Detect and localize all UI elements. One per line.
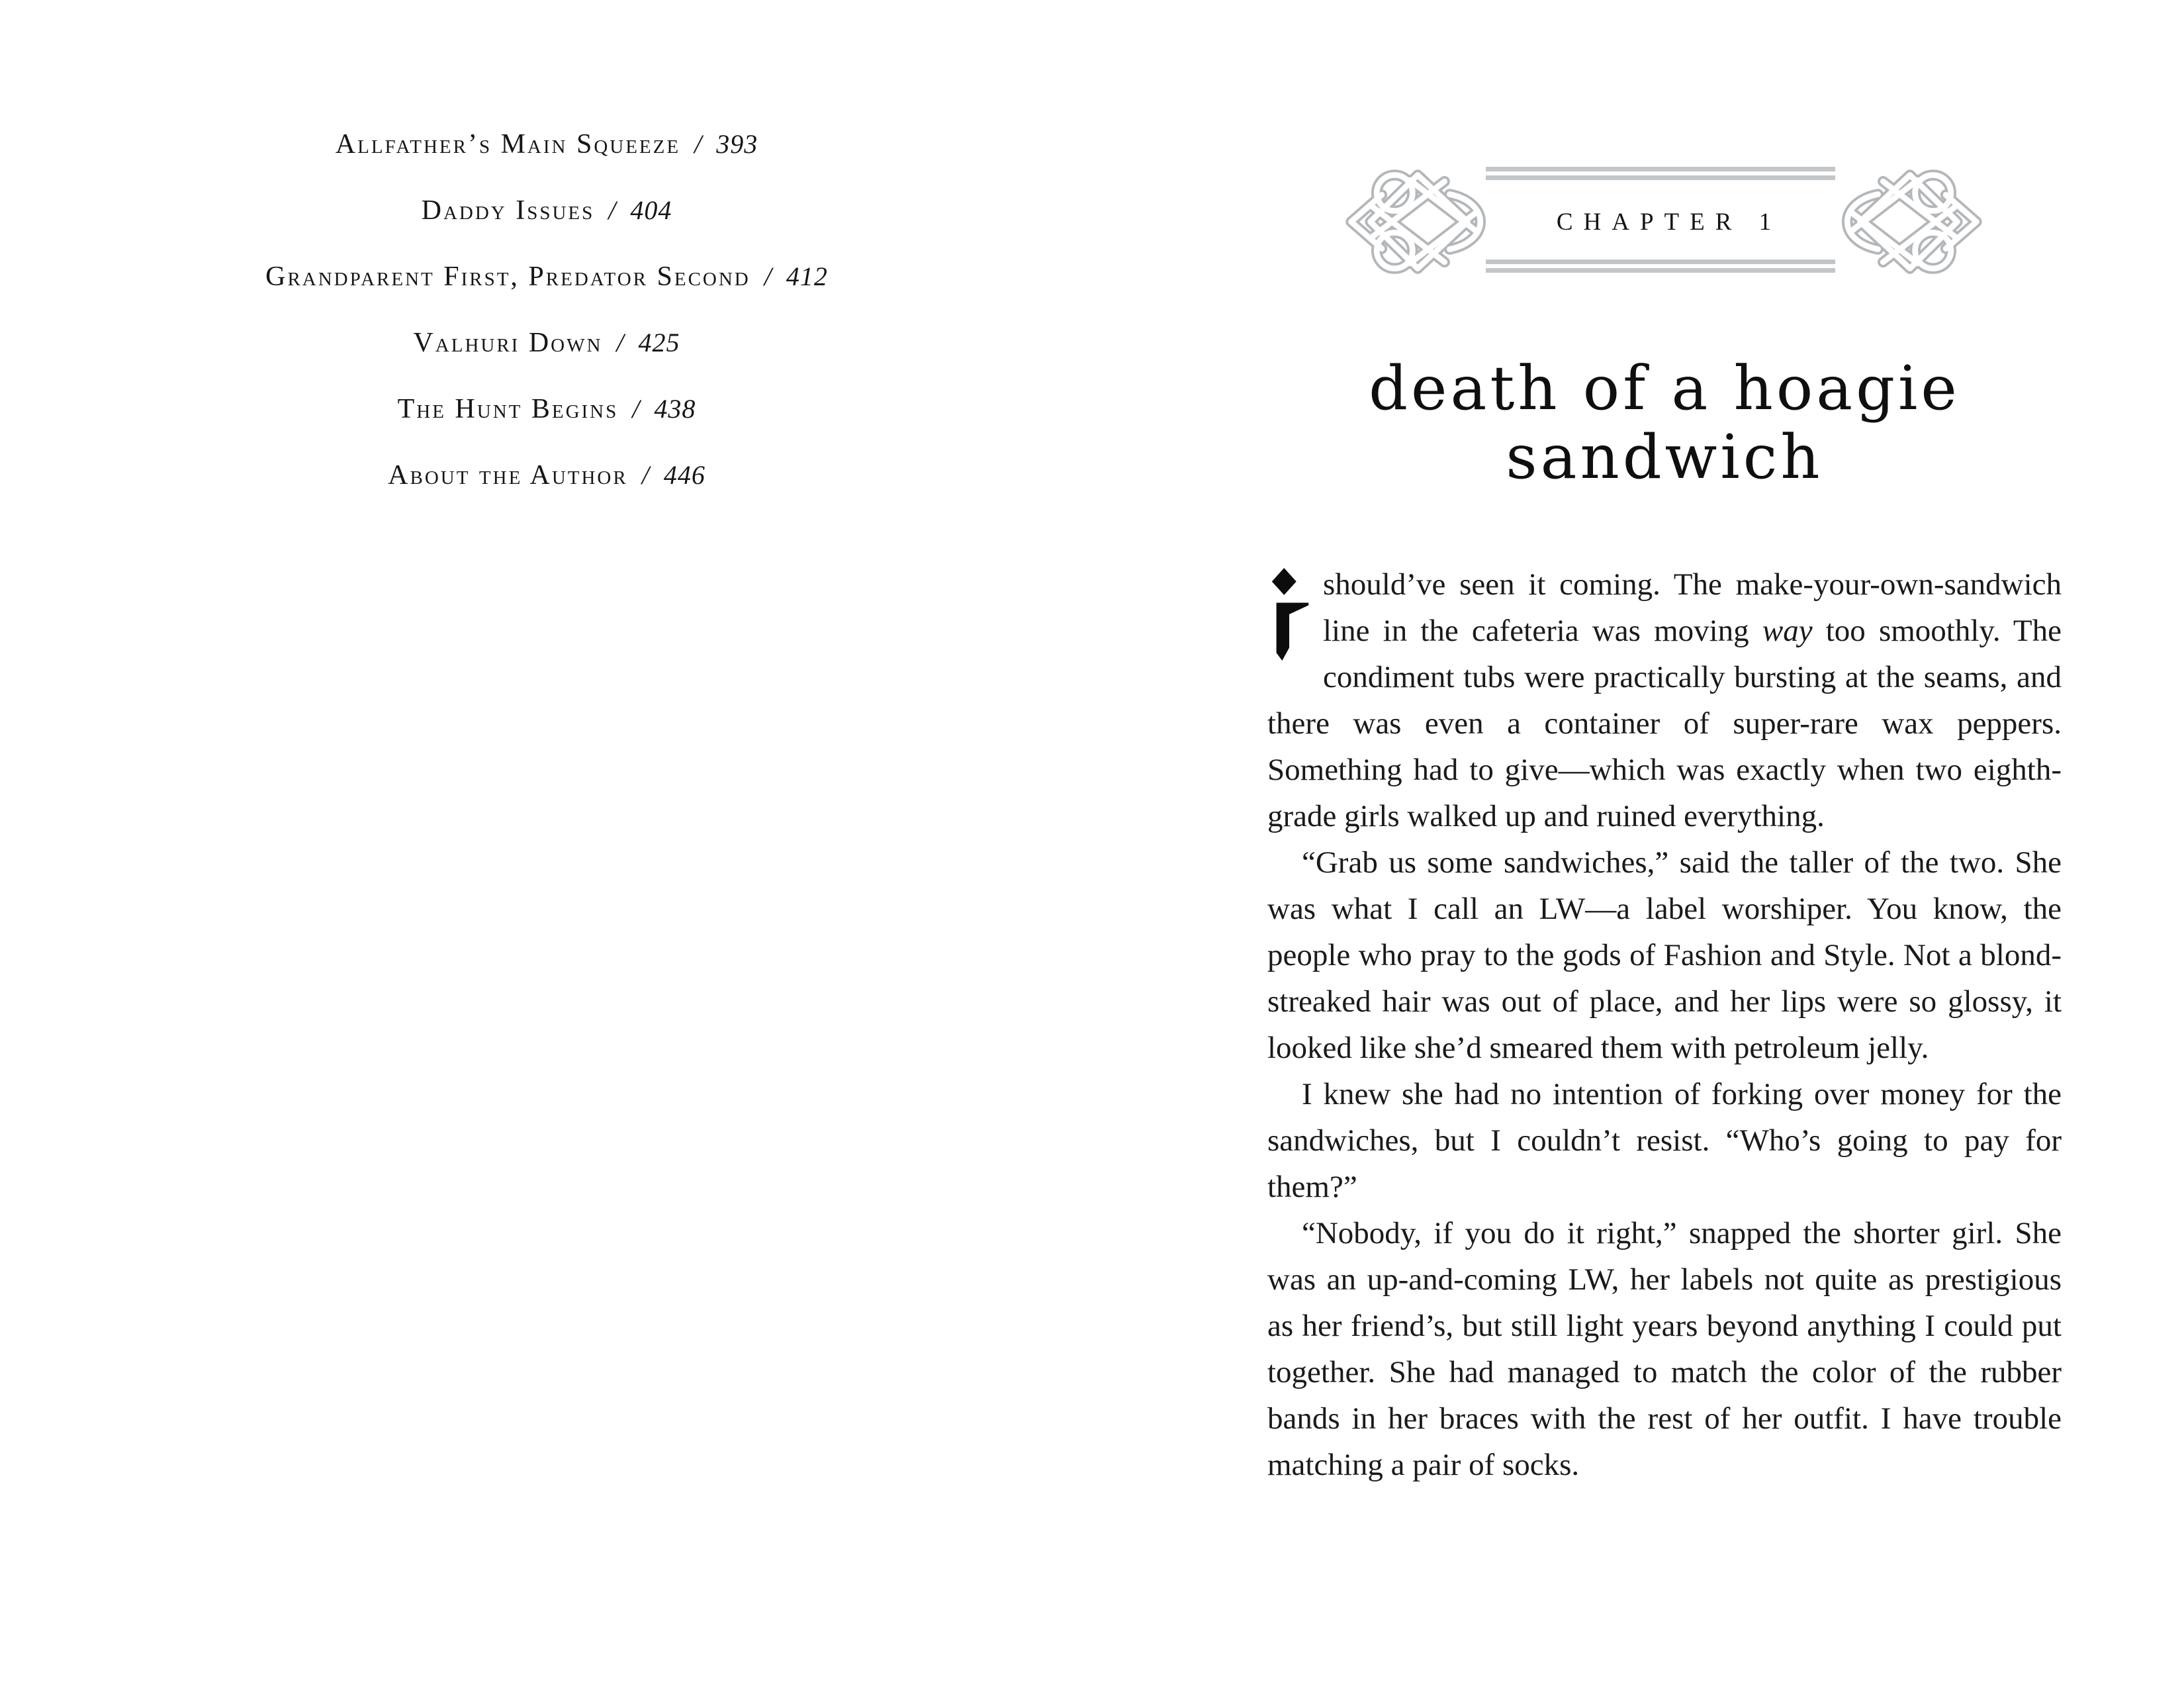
toc-entry-separator: / [609,328,632,357]
toc-list [132,111,961,508]
text-run: “Grab us some sandwiches,” said the taller of the two. She was what I call an LW—a label worshiper. You know, the people who pray to the gods of Fashion and Style. Not a blond-streaked hair was out of place, and her lips were so glossy, it looked like she’d smeared them with petroleum jelly. [1267,845,2062,1065]
toc-entry-page-number: 438 [654,394,696,424]
drop-cap-stem [1277,603,1309,661]
toc-entry [132,310,961,376]
toc-entry [132,177,961,244]
toc-entry-page-number: 446 [663,460,705,490]
chapter-title [1267,354,2062,492]
toc-entry-title: Grandparent First, Predator Second [265,261,751,292]
chapter-label: CHAPTER 1 [1556,209,1782,236]
paragraph [1267,561,2062,839]
banner-rule-top-outer [1486,167,1835,171]
drop-cap-letter-i [1267,565,1312,663]
chapter-banner [1343,154,1984,289]
toc-entry-page-number: 404 [630,195,672,225]
banner-rule-bottom-outer [1486,268,1835,273]
toc-entry-page-number: 393 [716,129,758,159]
italic-text-run: way [1762,614,1813,648]
paragraph [1267,1071,2062,1210]
toc-entry-title: Daddy Issues [421,195,595,226]
toc-entry-page-number: 412 [786,261,828,291]
toc-entry-separator: / [687,129,710,159]
banner-rule-top-inner [1486,175,1835,180]
toc-entry-separator: / [601,195,624,225]
paragraph [1267,839,2062,1071]
toc-entry-separator: / [634,460,657,490]
toc-entry-title: Allfather’s Main Squeeze [335,129,681,160]
paragraph [1267,1210,2062,1488]
toc-entry-title: About the Author [388,460,628,491]
toc-entry-page-number: 425 [638,328,680,357]
toc-entry-separator: / [625,394,648,424]
text-run: too smoothly. The condiment tubs were practically bursting at the seams, and there was even a container of super-rare wax peppers. Something had to give—which was exactly when two eighth-grade girls walked up and ruined everything. [1267,614,2062,833]
toc-entry-separator: / [756,261,780,291]
chapter-title-line-2: sandwich [1506,422,1823,492]
toc-entry [132,442,961,508]
text-run: I knew she had no intention of forking over money for the sandwiches, but I couldn’t resist. “Who’s going to pay for them?” [1267,1077,2062,1204]
toc-entry [132,376,961,442]
body-text [1267,561,2062,1488]
text-run: should’ve seen it coming. The make-your-own-sandwich line in the cafeteria was moving [1323,567,2062,648]
toc-entry [132,111,961,177]
toc-entry-title: The Hunt Begins [397,394,619,424]
text-run: “Nobody, if you do it right,” snapped the shorter girl. She was an up-and-coming LW, her labels not quite as prestigious as her friend’s, but still light years beyond anything I could put together. She had managed to match the color of the rubber bands in her braces with the rest of her outfit. I have trouble matching a pair of socks. [1267,1216,2062,1482]
toc-entry-title: Valhuri Down [413,328,603,358]
chapter-title-line-1: death of a hoagie [1369,353,1960,424]
drop-cap-diamond [1272,568,1297,595]
toc-entry [132,244,961,310]
